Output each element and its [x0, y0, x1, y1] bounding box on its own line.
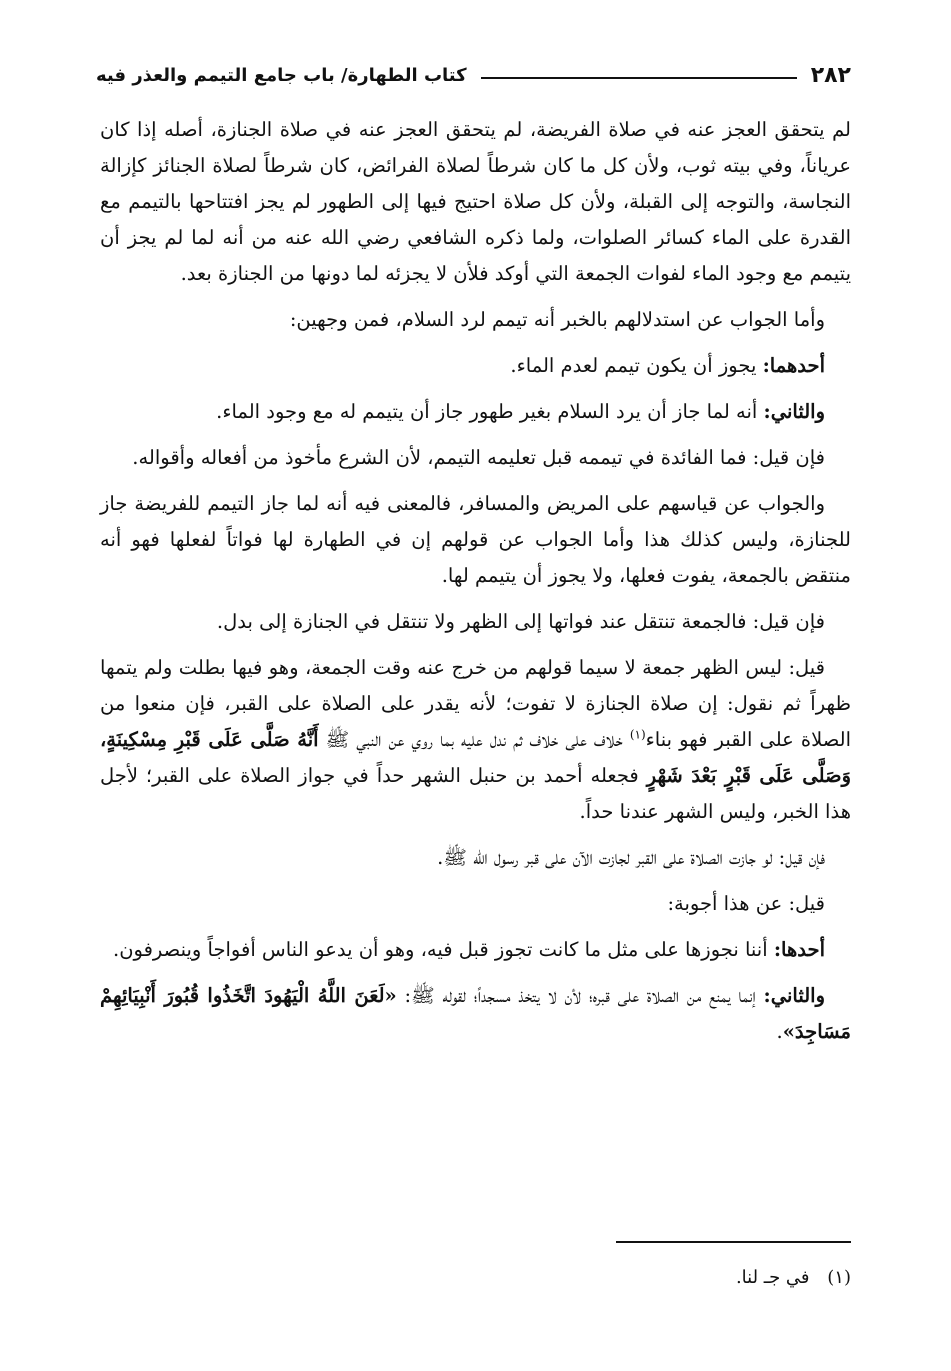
- paragraph-4: [100, 394, 851, 430]
- paragraph-text: فجعله أحمد بن حنبل الشهر حداً في جواز الصلاة على القبر؛ لأجل هذا الخبر، وليس الشهر عندنا حداً.: [100, 764, 851, 823]
- paragraph-lead: أحدها:: [773, 938, 825, 961]
- body-text: [100, 112, 851, 1060]
- header-rule: [481, 77, 797, 79]
- footnote-divider: [616, 1241, 851, 1243]
- paragraph-text: وأما الجواب عن استدلالهم بالخبر أنه تيمم لرد السلام، فمن وجهين:: [289, 308, 825, 331]
- paragraph-9: [100, 840, 851, 876]
- paragraph-7: [100, 604, 851, 640]
- paragraph-1: [100, 112, 851, 292]
- paragraph-lead: والثاني:: [763, 400, 825, 423]
- paragraph-text: فإن قيل: لو جازت الصلاة على القبر لجازت الآن على قبر رسول الله ﷺ.: [437, 846, 825, 869]
- hadith-quote: «لَعَنَ اللَّهُ الْيَهُودَ اتَّخَذُوا قُبُورَ أَنْبِيَائِهِمْ مَسَاجِدَ»: [100, 984, 851, 1043]
- paragraph-12: [100, 978, 851, 1050]
- footnote-reference[interactable]: (١): [629, 727, 646, 742]
- paragraph-6: [100, 486, 851, 594]
- paragraph-text: فإن قيل: فالجمعة تنتقل عند فواتها إلى الظهر ولا تنتقل في الجنازة إلى بدل.: [216, 610, 825, 633]
- footnote: [736, 1264, 851, 1292]
- paragraph-11: [100, 932, 851, 968]
- paragraph-text: أنه لما جاز أن يرد السلام بغير طهور جاز أن يتيمم له مع وجود الماء.: [216, 400, 758, 423]
- running-header: [96, 58, 851, 92]
- paragraph-2: [100, 302, 851, 338]
- paragraph-lead: والثاني:: [763, 984, 826, 1007]
- paragraph-text: يجوز أن يكون تيمم لعدم الماء.: [510, 354, 757, 377]
- paragraph-text: لم يتحقق العجز عنه في صلاة الفريضة، لم يتحقق العجز عنه في صلاة الجنازة، أصله إذا كان عرياناً، وفي بيته ثوب، ولأن كل ما كان شرطاً لصلاة الفرائض، كان شرطاً لصلاة الجنائز كإزالة النجاسة، والتوجه إلى القبلة، ولأن كل صلاة احتيج فيها إلى الطهور لم يجز افتتاحها بالتيمم مع القدرة على الماء كسائر الصلوات، ولما ذكره الشافعي رضي الله عنه من أنه لما لم يجز أن يتيمم مع وجود الماء لفوات الجمعة التي أوكد فلأن لا يجزئه لما دونها من الجنازة بعد.: [100, 118, 851, 285]
- paragraph-text: والجواب عن قياسهم على المريض والمسافر، فالمعنى فيه أنه لما جاز التيمم للفريضة جاز للجنازة، وليس كذلك هذا وأما الجواب عن قولهم إن في الطهارة لها فواتاً لفعلها فهو أنه منتقض بالجمعة، يفوت فعلها، ولا يجوز أن يتيمم لها.: [100, 492, 851, 587]
- paragraph-text: .: [776, 1020, 783, 1043]
- paragraph-5: [100, 440, 851, 476]
- footnote-text: في جـ لنا.: [735, 1267, 810, 1288]
- paragraph-text: قيل: ليس الظهر جمعة لا سيما قولهم من خرج عنه وقت الجمعة، وهو فيها بطلت ولم يتمها ظهراً ثم نقول: إن صلاة الجنازة لا تفوت؛ لأنه يقدر على الصلاة على القبر، فإن منعوا من الصلاة على القبر فهو بناء: [100, 656, 851, 751]
- footnote-number: (١): [827, 1267, 851, 1288]
- page-number: ٢٨٢: [810, 62, 851, 88]
- hadith-quote: أَنَّهُ صَلَّى عَلَى قَبْرِ مِسْكِينَةٍ، وَصَلَّى عَلَى قَبْرٍ بَعْدَ شَهْرٍ: [100, 728, 851, 787]
- paragraph-text: أننا نجوزها على مثل ما كانت تجوز قبل فيه، وهو أن يدعو الناس أفواجاً وينصرفون.: [113, 938, 768, 961]
- paragraph-10: [100, 886, 851, 922]
- running-title: كتاب الطهارة/ باب جامع التيمم والعذر فيه: [96, 64, 467, 86]
- paragraph-text: إنما يمنع من الصلاة على قبره؛ لأن لا يتخذ مسجداً؛ لقوله ﷺ:: [396, 984, 756, 1007]
- paragraph-text: خلاف على خلاف ثم ندل عليه بما روي عن النبي ﷺ: [318, 728, 630, 751]
- paragraph-text: قيل: عن هذا أجوبة:: [667, 892, 825, 915]
- paragraph-lead: أحدهما:: [762, 354, 825, 377]
- paragraph-text: فإن قيل: فما الفائدة في تيممه قبل تعليمه التيمم، لأن الشرع مأخوذ من أفعاله وأقواله.: [132, 446, 825, 469]
- paragraph-3: [100, 348, 851, 384]
- paragraph-8: [100, 650, 851, 830]
